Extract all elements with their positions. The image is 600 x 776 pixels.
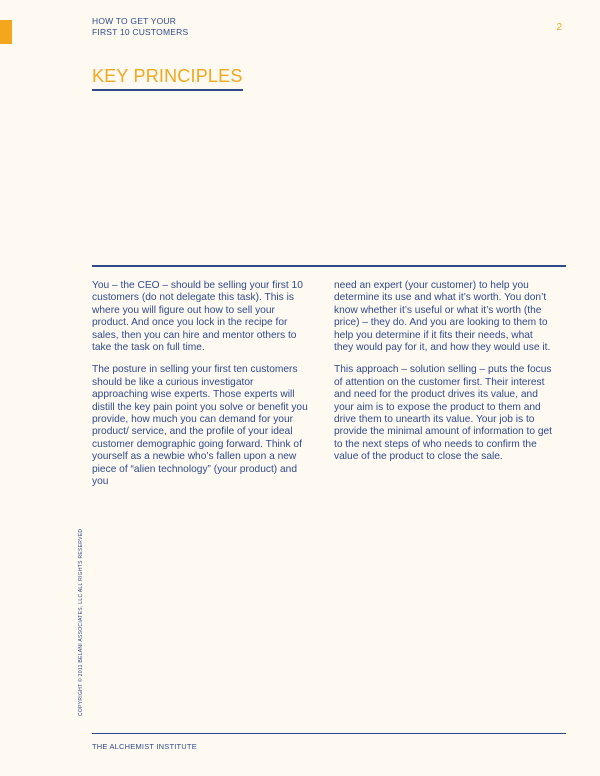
right-paragraph-1: need an expert (your customer) to help you determine its use and what it’s worth. You don’t know whether it’s useful or what it’s worth (the price) – they do. And you are looking to them to help you determine if it fits their needs, what they would pay for it, and how they would use it. [334,280,551,354]
footer-divider [92,733,566,734]
page-number: 2 [556,22,562,33]
left-text-column [92,280,310,499]
document-header-title [92,16,188,38]
content-divider [92,265,566,267]
left-paragraph-1: You – the CEO – should be selling your first 10 customers (do not delegate this task). This is where you will figure out how to sell your product. And once you lock in the recipe for sales, then you can hire and mentor others to take the task on full time. [92,280,303,354]
section-title: KEY PRINCIPLES [92,65,243,91]
copyright-notice: COPYRIGHT © 2011 BELANI ASSOCIATES, LLC ALL RIGHTS RESERVED [78,528,84,716]
right-text-column [334,280,552,474]
right-paragraph-2: This approach – solution selling – puts the focus of attention on the customer first. Their interest and need for the product drives its value, and your aim is to expose the product to them and drive them to unearth its value. Your job is to provide the minimal amount of information to get to the next steps of who needs to confirm the value of the product to close the sale. [334,364,553,463]
header-title-line-2: FIRST 10 CUSTOMERS [92,27,189,37]
footer-text: THE ALCHEMIST INSTITUTE [92,742,197,751]
left-paragraph-2: The posture in selling your first ten customers should be like a curious investigator approaching wise experts. Those experts will distill the key pain point you solve or benefit you provide, how much you can demand for your product/ service, and the profile of your ideal customer demographic going forward. Think of yourself as a newbie who’s fallen upon a new piece of “alien technology” (your product) and you [92,364,308,488]
header-title-line-1: HOW TO GET YOUR [92,16,177,26]
side-tab-marker [0,20,12,44]
